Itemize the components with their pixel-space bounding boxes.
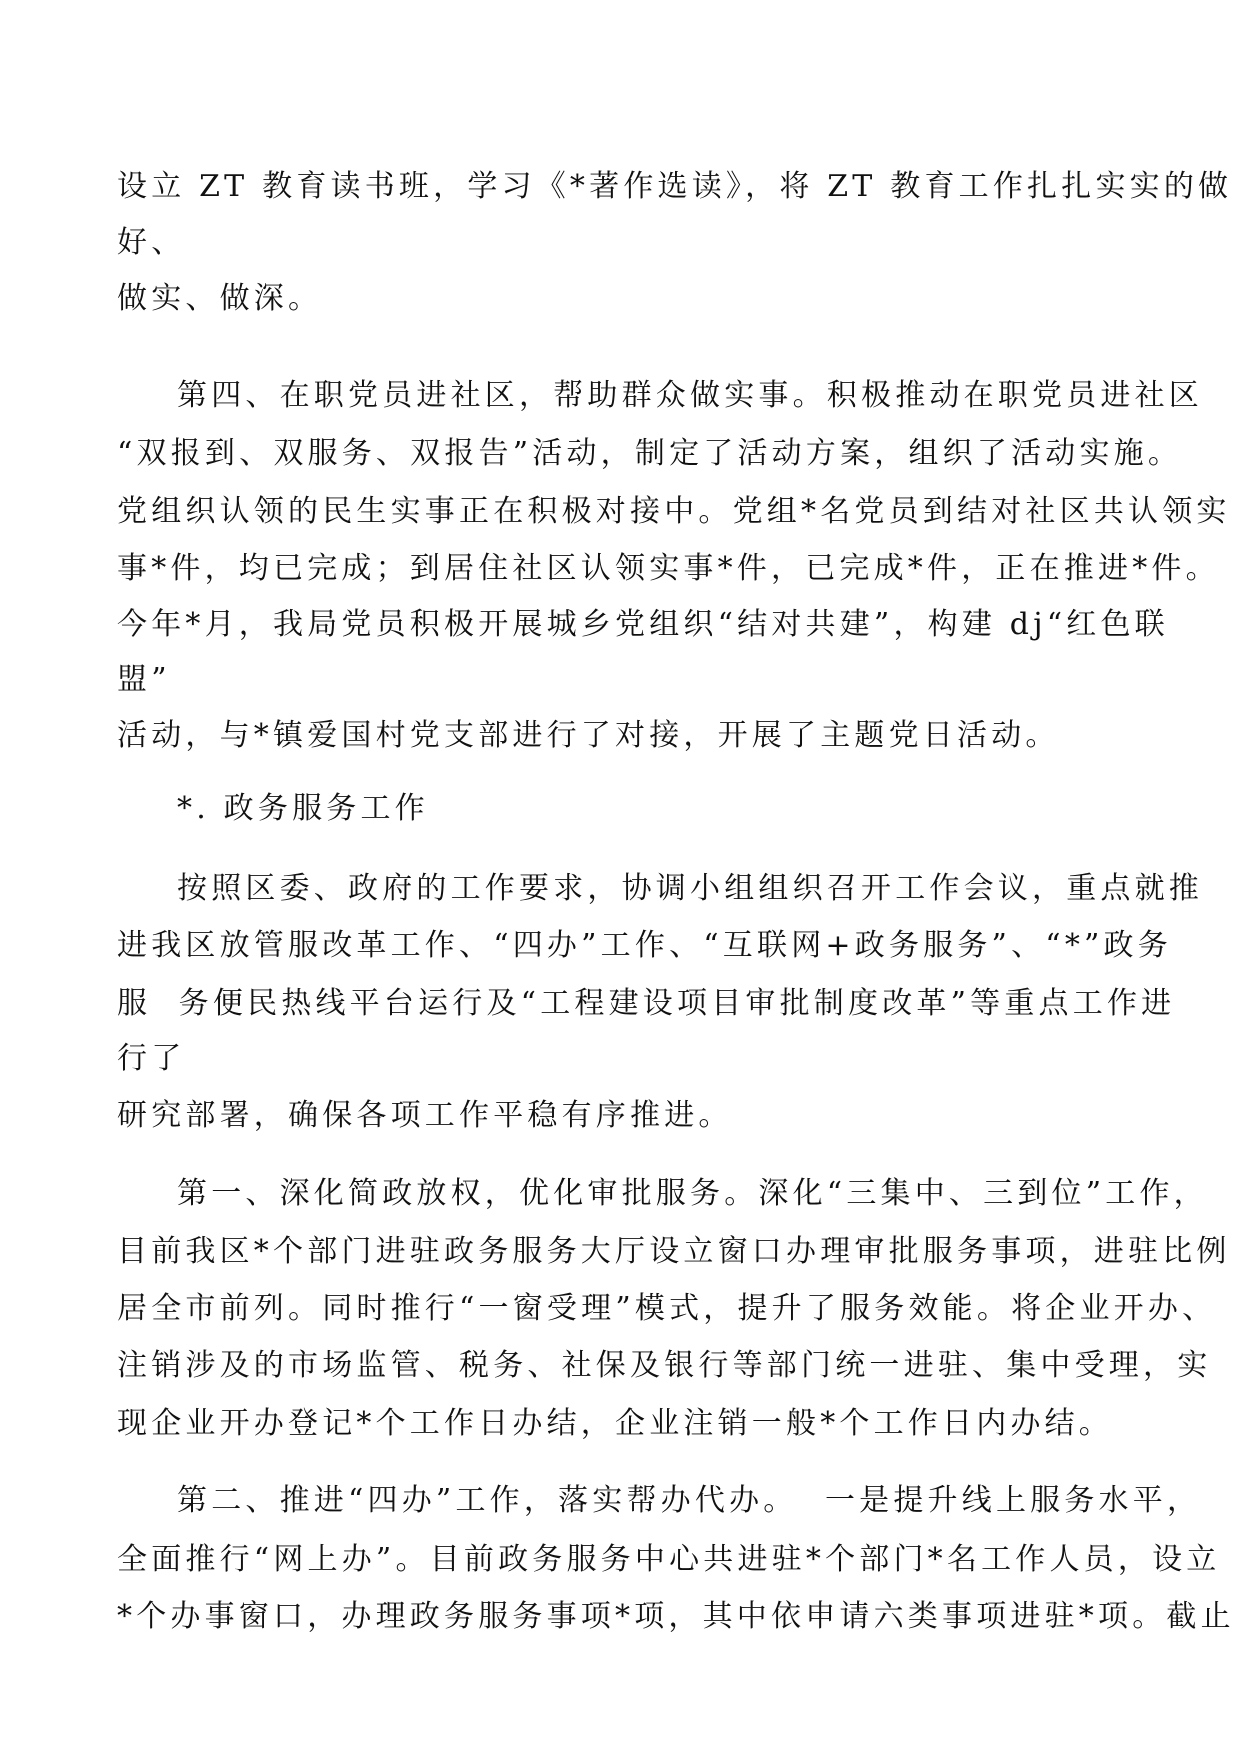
- text-line: 好、: [117, 225, 186, 260]
- text-line: 进我区放管服改革工作、“四办”工作、“互联网+政务服务”、“*”政务: [117, 928, 1172, 963]
- text-line: 全面推行“网上办”。目前政务服务中心共进驻*个部门*名工作人员，设立: [117, 1542, 1221, 1577]
- text-line: *个办事窗口，办理政务服务事项*项，其中依申请六类事项进驻*项。截止: [117, 1599, 1235, 1634]
- text-line: 研究部署，确保各项工作平稳有序推进。: [117, 1098, 733, 1133]
- text-line: 行了: [117, 1041, 186, 1076]
- paragraph-first-line: 按照区委、政府的工作要求，协调小组组织召开工作会议，重点就推: [177, 871, 1203, 906]
- text-line: “双报到、双服务、双报告”活动，制定了活动方案，组织了活动实施。: [117, 436, 1183, 471]
- text-line: 事*件，均已完成；到居住社区认领实事*件，已完成*件，正在推进*件。: [117, 551, 1220, 586]
- text-line: 现企业开办登记*个工作日办结，企业注销一般*个工作日内办结。: [117, 1406, 1113, 1441]
- text-line: 党组织认领的民生实事正在积极对接中。党组*名党员到结对社区共认领实: [117, 494, 1231, 529]
- text-line: 注销涉及的市场监管、税务、社保及银行等部门统一进驻、集中受理，实: [117, 1348, 1212, 1383]
- text-line: 活动，与*镇爱国村党支部进行了对接，开展了主题党日活动。: [117, 718, 1060, 753]
- text-line: 今年*月，我局党员积极开展城乡党组织“结对共建”，构建 dj“红色联: [117, 607, 1169, 642]
- text-line: 服 务便民热线平台运行及“工程建设项目审批制度改革”等重点工作进: [117, 986, 1176, 1021]
- text-line: 做实、做深。: [117, 281, 323, 316]
- text-line: 盟”: [117, 662, 171, 697]
- text-line: 设立 ZT 教育读书班，学习《*著作选读》，将 ZT 教育工作扎扎实实的做: [117, 169, 1233, 204]
- paragraph-first-line: 第二、推进“四办”工作，落实帮办代办。 一是提升线上服务水平，: [177, 1483, 1202, 1518]
- text-line: 目前我区*个部门进驻政务服务大厅设立窗口办理审批服务事项，进驻比例: [117, 1234, 1231, 1269]
- section-heading: *. 政务服务工作: [177, 791, 429, 826]
- paragraph-first-line: 第一、深化简政放权，优化审批服务。深化“三集中、三到位”工作，: [177, 1176, 1208, 1211]
- text-line: 居全市前列。同时推行“一窗受理”模式，提升了服务效能。将企业开办、: [117, 1291, 1217, 1326]
- paragraph-first-line: 第四、在职党员进社区，帮助群众做实事。积极推动在职党员进社区: [177, 378, 1203, 413]
